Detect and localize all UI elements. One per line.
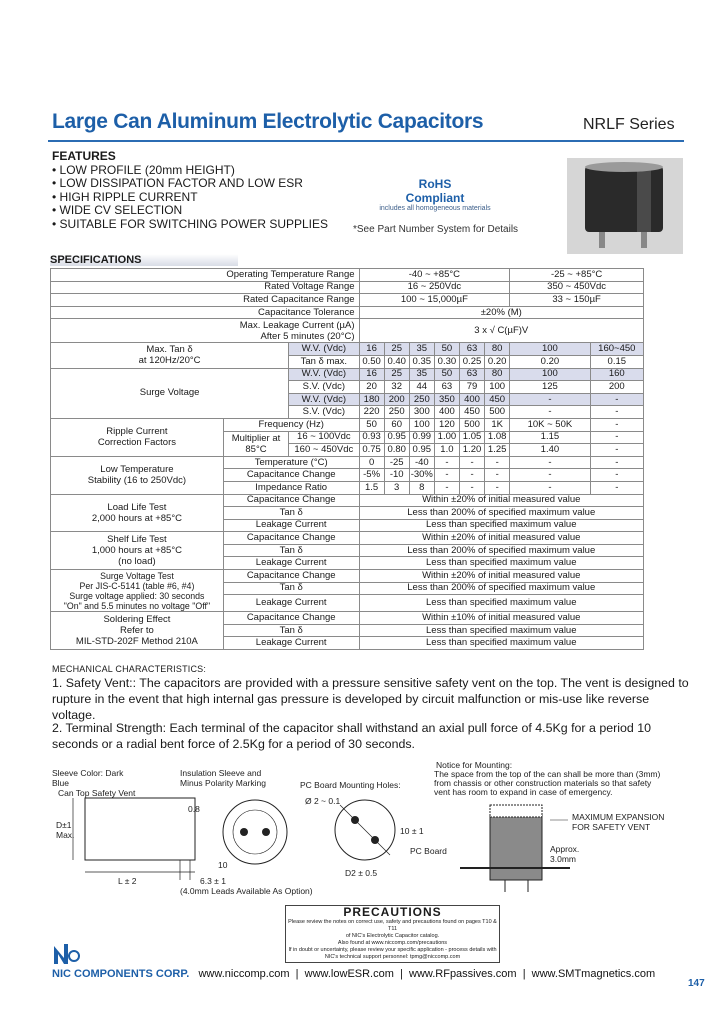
- table-cell: 3: [384, 481, 409, 494]
- table-cell: [51, 570, 224, 612]
- table-cell: 1.05: [459, 431, 484, 444]
- table-cell: 0.40: [384, 355, 409, 368]
- table-cell: Leakage Current: [223, 637, 359, 650]
- fig-leads2: (4.0mm Leads Available As Option): [180, 886, 313, 896]
- mechanical-heading: MECHANICAL CHARACTERISTICS:: [52, 664, 207, 674]
- cell-text: "On" and 5.5 minutes no voltage "Off": [63, 600, 211, 611]
- table-cell: 16: [359, 343, 384, 356]
- fig-n1: The space from the top of the can shall be more than (3mm): [434, 769, 661, 779]
- table-cell: Frequency (Hz): [223, 418, 359, 431]
- table-cell: 0.20: [510, 355, 590, 368]
- table-cell: Capacitance Change: [223, 612, 359, 625]
- fig-approx1: Approx.: [550, 844, 580, 854]
- table-cell: 100: [510, 368, 590, 381]
- table-cell: 500: [459, 418, 484, 431]
- precautions-title: PRECAUTIONS: [343, 905, 442, 919]
- table-cell: 0.80: [384, 444, 409, 457]
- table-cell: -: [510, 481, 590, 494]
- table-cell: 220: [359, 406, 384, 419]
- table-cell: Within ±10% of initial measured value: [359, 612, 643, 625]
- table-cell: 450: [485, 393, 510, 406]
- table-cell: 0.93: [359, 431, 384, 444]
- table-cell: 160~450: [590, 343, 643, 356]
- table-cell: 35: [409, 343, 434, 356]
- fig-n3: vent has room to expand in case of emergency.: [434, 787, 613, 797]
- cell-text: MIL-STD-202F Method 210A: [75, 636, 198, 648]
- table-cell: Tan δ max.: [289, 355, 359, 368]
- table-cell: 0.50: [359, 355, 384, 368]
- table-cell: 180: [359, 393, 384, 406]
- cell-text: at 120Hz/20°C: [138, 355, 201, 367]
- series-name: NRLF Series: [583, 116, 675, 133]
- table-cell: 200: [384, 393, 409, 406]
- cell-text: 2,000 hours at +85°C: [91, 512, 182, 524]
- table-row: [51, 306, 644, 319]
- table-cell: -: [434, 481, 459, 494]
- table-cell: Less than 200% of specified maximum value: [359, 507, 643, 520]
- table-cell: -25 ~ +85°C: [510, 269, 644, 282]
- table-cell: 1.25: [485, 444, 510, 457]
- table-cell: Capacitance Change: [223, 469, 359, 482]
- fig-ten1: 10 ± 1: [400, 826, 424, 836]
- table-cell: Capacitance Change: [223, 570, 359, 583]
- table-cell: Within ±20% of initial measured value: [359, 532, 643, 545]
- precautions-line: NIC's technical support personnel: tpmg@niccomp.com: [324, 954, 461, 960]
- table-cell: Tan δ: [223, 507, 359, 520]
- table-cell: 0.35: [409, 355, 434, 368]
- fig-approx2: 3.0mm: [550, 854, 576, 864]
- table-cell: Rated Voltage Range: [51, 281, 360, 294]
- precautions-line: Please review the notes on correct use, safety and precautions found on pages T10 & T11: [288, 919, 497, 932]
- table-row: [51, 494, 644, 507]
- table-cell: Tan δ: [223, 582, 359, 595]
- table-cell: 50: [359, 418, 384, 431]
- table-cell: Leakage Current: [223, 595, 359, 612]
- table-cell: [51, 612, 224, 650]
- table-cell: -: [459, 469, 484, 482]
- table-cell: -40 ~ +85°C: [359, 269, 510, 282]
- table-row: [51, 612, 644, 625]
- table-cell: 250: [409, 393, 434, 406]
- table-cell: 0.95: [384, 431, 409, 444]
- rohs-line3: includes all homogeneous materials: [379, 205, 491, 212]
- table-cell: [51, 456, 224, 494]
- table-cell: 1.15: [510, 431, 590, 444]
- table-row: [51, 368, 644, 381]
- precautions-line: If in doubt or uncertainty, please review your specific application - process details with: [288, 947, 497, 953]
- table-cell: -: [485, 481, 510, 494]
- table-cell: 1K: [485, 418, 510, 431]
- cell-text: Shelf Life Test: [107, 534, 167, 546]
- table-cell: 10K ~ 50K: [510, 418, 590, 431]
- table-cell: Capacitance Change: [223, 494, 359, 507]
- table-cell: 1.08: [485, 431, 510, 444]
- table-cell: 50: [434, 368, 459, 381]
- table-cell: Within ±20% of initial measured value: [359, 494, 643, 507]
- fig-notice: Notice for Mounting:: [436, 760, 513, 770]
- fig-sleeve: Sleeve Color: Dark: [52, 768, 124, 778]
- rohs-badge: [360, 177, 510, 212]
- specifications-heading: SPECIFICATIONS: [50, 254, 238, 266]
- table-cell: -: [590, 469, 643, 482]
- table-cell: 160: [590, 368, 643, 381]
- table-cell: Tan δ: [223, 544, 359, 557]
- table-cell: Less than 200% of specified maximum value: [359, 544, 643, 557]
- table-cell: 100: [485, 381, 510, 394]
- table-cell: 0.95: [409, 444, 434, 457]
- table-cell: -: [510, 456, 590, 469]
- table-cell: 25: [384, 343, 409, 356]
- table-cell: -: [590, 481, 643, 494]
- table-cell: 350 ~ 450Vdc: [510, 281, 644, 294]
- table-cell: ±20% (M): [359, 306, 643, 319]
- table-cell: Temperature (°C): [223, 456, 359, 469]
- table-row: [51, 418, 644, 431]
- fig-blue: Blue: [52, 778, 70, 788]
- part-number-note: *See Part Number System for Details: [353, 224, 519, 235]
- precautions-line: of NIC's Electrolytic Capacitor catalog.: [345, 933, 440, 939]
- feature-item: • WIDE CV SELECTION: [52, 203, 183, 217]
- title-rule: [48, 140, 684, 142]
- table-cell: -: [590, 418, 643, 431]
- table-cell: -: [485, 469, 510, 482]
- table-cell: 35: [409, 368, 434, 381]
- cell-text: Multiplier at: [231, 432, 281, 444]
- fig-leads1: 6.3 ± 1: [200, 876, 226, 886]
- table-cell: 100: [510, 343, 590, 356]
- table-cell: [51, 418, 224, 456]
- fig-insulation: Insulation Sleeve and: [180, 768, 262, 778]
- table-cell: Operating Temperature Range: [51, 269, 360, 282]
- table-cell: 450: [459, 406, 484, 419]
- nic-logo-icon: [52, 940, 80, 966]
- cell-text: 1,000 hours at +85°C: [91, 545, 182, 557]
- table-cell: Leakage Current: [223, 519, 359, 532]
- table-cell: 60: [384, 418, 409, 431]
- precautions-box: [285, 905, 500, 963]
- table-cell: 0.15: [590, 355, 643, 368]
- cell-text: Surge Voltage Test: [100, 570, 174, 581]
- table-row: [51, 281, 644, 294]
- table-cell: -25: [384, 456, 409, 469]
- table-cell: Less than specified maximum value: [359, 557, 643, 570]
- footer-link[interactable]: www.niccomp.com: [198, 968, 290, 980]
- table-cell: 100 ~ 15,000µF: [359, 294, 510, 307]
- fig-ten: 10: [218, 860, 228, 870]
- table-cell: 8: [409, 481, 434, 494]
- fig-pc-holes: PC Board Mounting Holes:: [300, 780, 401, 790]
- cell-text: Soldering Effect: [103, 614, 171, 626]
- table-cell: 50: [434, 343, 459, 356]
- rohs-line1: RoHS: [418, 177, 452, 191]
- terminal-strength-paragraph: 2. Terminal Strength: Each terminal of the capacitor shall withstand an axial pull force of 4.5Kg for a period 10 seconds or a radial bent force of 2.5Kg for a period of 30 seconds.: [52, 721, 651, 751]
- cell-text: Max. Leakage Current (µA): [239, 319, 355, 331]
- table-cell: -: [590, 456, 643, 469]
- table-cell: -: [459, 481, 484, 494]
- cell-text: Max. Tan δ: [146, 344, 193, 356]
- cell-text: Surge voltage applied: 30 seconds: [69, 590, 205, 601]
- table-cell: 1.00: [434, 431, 459, 444]
- table-row: [51, 456, 644, 469]
- cell-text: Per JIS-C-5141 (table #6, #4): [79, 580, 195, 591]
- table-cell: [51, 343, 289, 368]
- table-cell: 80: [485, 368, 510, 381]
- fig-phi: Ø 2 ~ 0.1: [305, 796, 341, 806]
- table-row: [51, 570, 644, 583]
- table-cell: 3 x √ C(µF)V: [359, 319, 643, 343]
- table-cell: 63: [434, 381, 459, 394]
- safety-vent-paragraph: 1. Safety Vent:: The capacitors are provided with a pressure sensitive safety vent on the top. The vent is designed to rupture in the event that high internal gas pressure is developed by circuit malfunction or mis-use like reverse voltage.: [52, 676, 689, 722]
- fig-vent: Can Top Safety Vent: [58, 788, 136, 798]
- table-cell: -10: [384, 469, 409, 482]
- table-cell: -: [510, 406, 590, 419]
- table-cell: -5%: [359, 469, 384, 482]
- table-cell: -: [485, 456, 510, 469]
- table-cell: -: [434, 456, 459, 469]
- table-cell: [223, 431, 288, 456]
- table-cell: 0: [359, 456, 384, 469]
- fig-d2: D2 ± 0.5: [345, 868, 378, 878]
- table-cell: 16 ~ 250Vdc: [359, 281, 510, 294]
- feature-item: • SUITABLE FOR SWITCHING POWER SUPPLIES: [52, 216, 329, 231]
- table-cell: 80: [485, 343, 510, 356]
- table-cell: 500: [485, 406, 510, 419]
- table-cell: 33 ~ 150µF: [510, 294, 644, 307]
- rohs-line2: Compliant: [405, 191, 465, 205]
- table-cell: 400: [434, 406, 459, 419]
- table-cell: -: [459, 456, 484, 469]
- footer-link[interactable]: www.lowESR.com: [304, 968, 394, 980]
- table-cell: Within ±20% of initial measured value: [359, 570, 643, 583]
- table-cell: -: [510, 393, 590, 406]
- table-cell: 0.25: [459, 355, 484, 368]
- table-cell: 0.30: [434, 355, 459, 368]
- table-cell: 0.99: [409, 431, 434, 444]
- table-cell: -: [590, 393, 643, 406]
- table-cell: -: [590, 431, 643, 444]
- table-cell: Rated Capacitance Range: [51, 294, 360, 307]
- table-cell: 79: [459, 381, 484, 394]
- cell-text: Low Temperature: [100, 464, 174, 476]
- cell-text: Load Life Test: [107, 501, 167, 513]
- cell-text: Correction Factors: [97, 437, 176, 449]
- fig-d8: 0.8: [188, 804, 200, 814]
- table-cell: S.V. (Vdc): [289, 406, 359, 419]
- table-cell: 200: [590, 381, 643, 394]
- fig-d: D±1: [56, 820, 72, 830]
- table-cell: 300: [409, 406, 434, 419]
- table-cell: W.V. (Vdc): [289, 368, 359, 381]
- table-cell: Less than specified maximum value: [359, 624, 643, 637]
- table-row: [51, 319, 644, 343]
- table-cell: -: [590, 444, 643, 457]
- page-title: Large Can Aluminum Electrolytic Capacitors: [52, 110, 484, 133]
- table-cell: 16: [359, 368, 384, 381]
- footer-link[interactable]: www.SMTmagnetics.com: [531, 968, 656, 980]
- table-cell: 0.20: [485, 355, 510, 368]
- cell-text: 85°C: [245, 443, 267, 455]
- table-cell: Less than specified maximum value: [359, 519, 643, 532]
- table-cell: Tan δ: [223, 624, 359, 637]
- table-cell: Less than specified maximum value: [359, 595, 643, 612]
- table-row: [51, 532, 644, 545]
- footer-link[interactable]: www.RFpassives.com: [409, 968, 517, 980]
- page-number: 147: [688, 978, 705, 989]
- precautions-line: Also found at www.niccomp.com/precautions: [337, 940, 448, 946]
- table-cell: Less than specified maximum value: [359, 637, 643, 650]
- table-cell: 63: [459, 343, 484, 356]
- table-cell: 250: [384, 406, 409, 419]
- fig-maxexp2: FOR SAFETY VENT: [572, 822, 651, 832]
- table-cell: -30%: [410, 469, 433, 481]
- table-cell: 44: [409, 381, 434, 394]
- table-cell: -40: [409, 456, 434, 469]
- cell-text: Stability (16 to 250Vdc): [87, 475, 187, 487]
- table-cell: 16 ~ 100Vdc: [289, 431, 359, 444]
- fig-pcboard: PC Board: [410, 846, 447, 856]
- table-cell: 100: [409, 418, 434, 431]
- table-cell: [51, 494, 224, 532]
- table-cell: 1.0: [434, 444, 459, 457]
- table-cell: 125: [510, 381, 590, 394]
- feature-item: • LOW PROFILE (20mm HEIGHT): [52, 162, 235, 177]
- table-cell: 1.20: [459, 444, 484, 457]
- cell-text: After 5 minutes (20°C): [260, 330, 355, 342]
- table-cell: 350: [434, 393, 459, 406]
- features-block: [52, 150, 328, 231]
- fig-maxexp1: MAXIMUM EXPANSION: [572, 812, 665, 822]
- table-cell: 1.40: [510, 444, 590, 457]
- table-row: [51, 343, 644, 356]
- fig-l: L ± 2: [118, 876, 137, 886]
- dimension-drawings: [50, 760, 700, 900]
- table-cell: 0.75: [359, 444, 384, 457]
- cell-text: (no load): [118, 556, 156, 568]
- table-cell: -: [434, 469, 459, 482]
- cell-text: Refer to: [120, 625, 154, 637]
- feature-item: • LOW DISSIPATION FACTOR AND LOW ESR: [52, 176, 303, 190]
- table-cell: -: [510, 469, 590, 482]
- capacitor-photo: [567, 158, 683, 254]
- table-cell: [51, 319, 360, 343]
- feature-item: • HIGH RIPPLE CURRENT: [52, 189, 198, 204]
- table-cell: 63: [459, 368, 484, 381]
- footer: NIC COMPONENTS CORP. www.niccomp.com | www.lowESR.com | www.RFpassives.com | www.SMTmagnetics.com: [52, 968, 656, 980]
- table-cell: Less than 200% of specified maximum value: [359, 582, 643, 595]
- features-heading: FEATURES: [52, 149, 116, 163]
- table-cell: 20: [359, 381, 384, 394]
- table-cell: Capacitance Change: [223, 532, 359, 545]
- table-cell: S.V. (Vdc): [289, 381, 359, 394]
- table-cell: Leakage Current: [223, 557, 359, 570]
- fig-max: Max.: [56, 830, 75, 840]
- table-cell: -: [590, 406, 643, 419]
- cell-text: Ripple Current: [106, 426, 168, 438]
- table-cell: 32: [384, 381, 409, 394]
- table-cell: Surge Voltage: [51, 368, 289, 418]
- table-cell: [51, 532, 224, 570]
- table-cell: W.V. (Vdc): [289, 393, 359, 406]
- table-cell: W.V. (Vdc): [289, 343, 359, 356]
- fig-n2: from chassis or other construction materials so that safety: [434, 778, 652, 788]
- table-cell: Capacitance Tolerance: [51, 306, 360, 319]
- table-row: [51, 294, 644, 307]
- table-cell: 25: [384, 368, 409, 381]
- specifications-table: [50, 268, 644, 650]
- table-cell: 1.5: [359, 481, 384, 494]
- table-cell: 160 ~ 450Vdc: [289, 444, 359, 457]
- fig-minus: Minus Polarity Marking: [180, 778, 266, 788]
- table-cell: 400: [459, 393, 484, 406]
- company-name: NIC COMPONENTS CORP.: [52, 968, 190, 980]
- table-cell: Impedance Ratio: [223, 481, 359, 494]
- table-row: [51, 269, 644, 282]
- table-cell: 120: [434, 418, 459, 431]
